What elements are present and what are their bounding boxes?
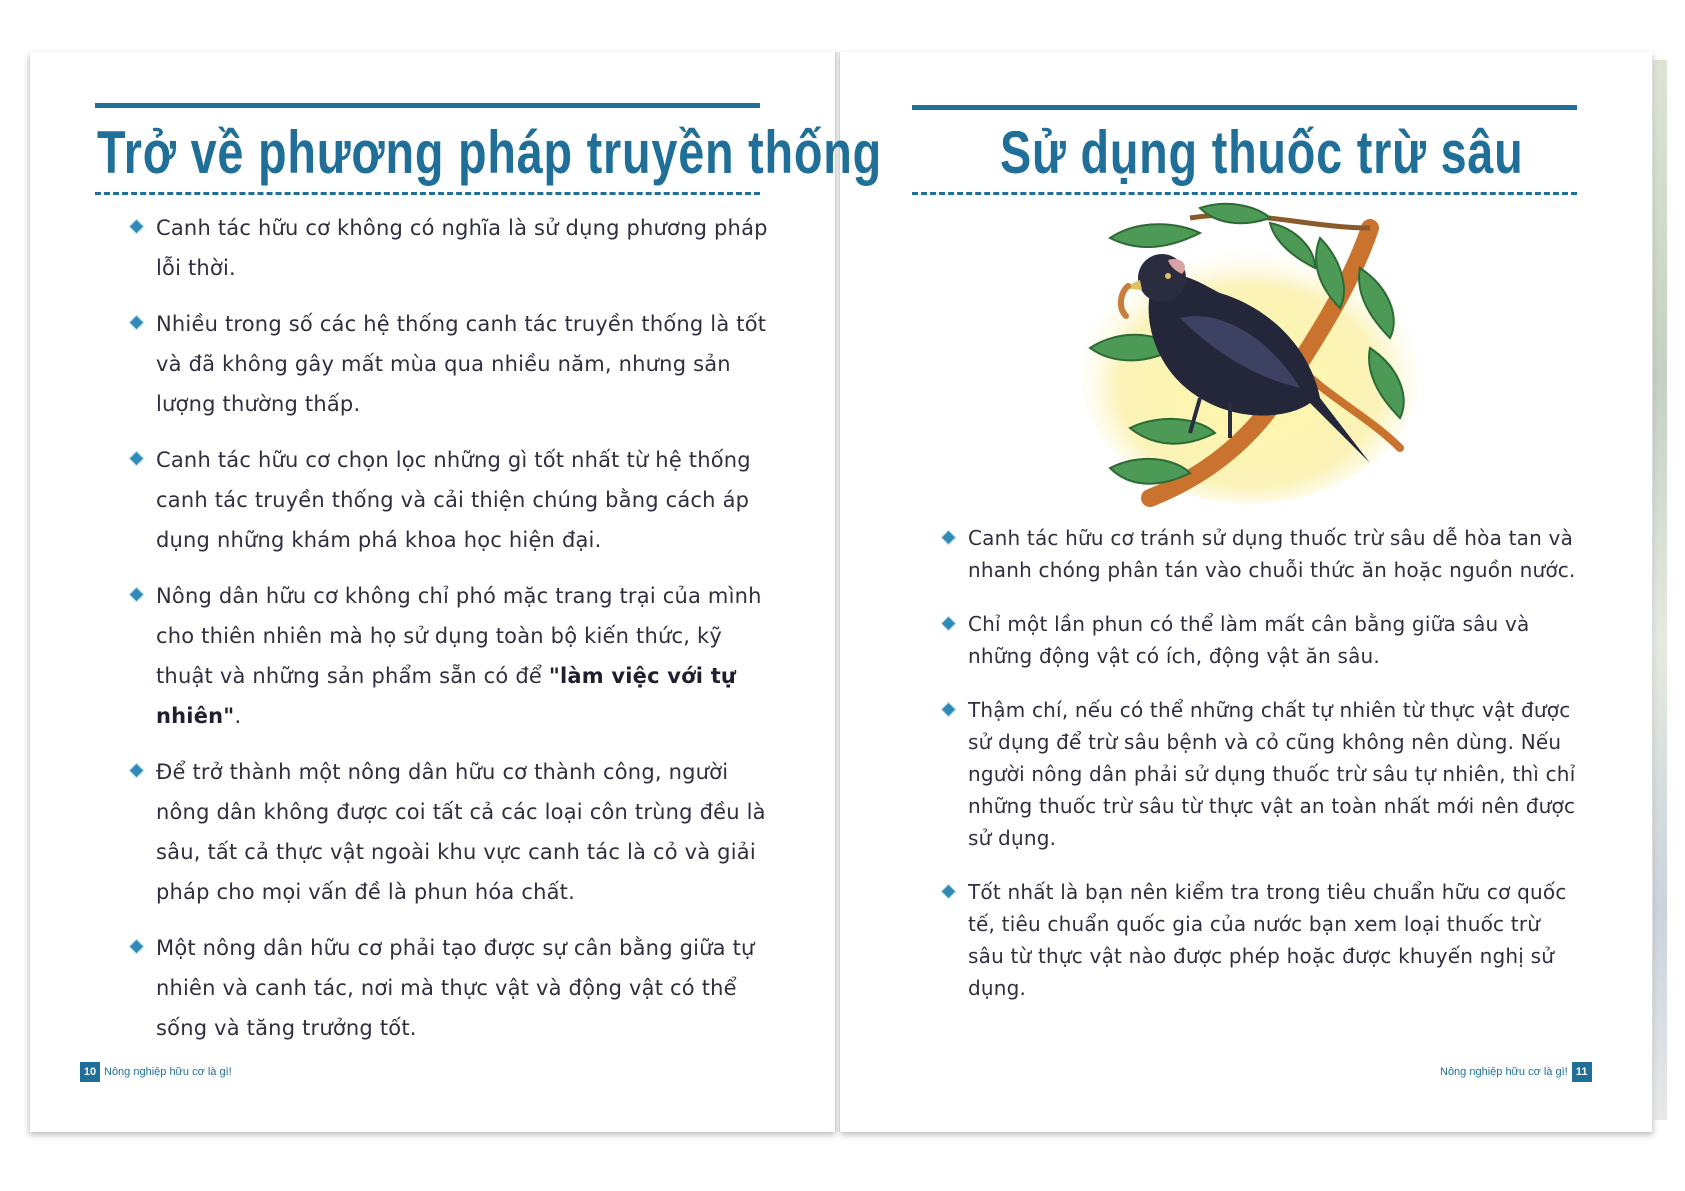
list-item <box>942 608 1578 672</box>
left-title-dashed-rule <box>95 192 760 195</box>
left-bullet-list <box>130 208 768 1064</box>
list-item <box>130 928 768 1048</box>
diamond-bullet-icon <box>130 316 143 329</box>
bullet-text: Canh tác hữu cơ chọn lọc những gì tốt nhất từ hệ thống canh tác truyền thống và cải thiện chúng bằng cách áp dụng những khám phá khoa học hiện đại. <box>156 448 751 552</box>
bullet-text: Canh tác hữu cơ tránh sử dụng thuốc trừ sâu dễ hòa tan và nhanh chóng phân tán vào chuỗi thức ăn hoặc nguồn nước. <box>968 526 1576 582</box>
bullet-text: Một nông dân hữu cơ phải tạo được sự cân bằng giữa tự nhiên và canh tác, nơi mà thực vật và động vật có thể sống và tăng trưởng tốt. <box>156 936 755 1040</box>
right-bullet-list <box>942 522 1578 1026</box>
diamond-bullet-icon <box>942 703 955 716</box>
diamond-bullet-icon <box>130 452 143 465</box>
left-page-footer <box>80 1062 232 1082</box>
bullet-text: Tốt nhất là bạn nên kiểm tra trong tiêu chuẩn hữu cơ quốc tế, tiêu chuẩn quốc gia của nước bạn xem loại thuốc trừ sâu từ thực vật nào được phép hoặc được khuyến nghị sử dụng. <box>968 880 1567 1000</box>
bullet-tail: . <box>234 704 242 728</box>
diamond-bullet-icon <box>942 531 955 544</box>
list-item <box>942 522 1578 586</box>
right-page-title: Sử dụng thuốc trừ sâu <box>1000 119 1524 186</box>
bullet-bold-quote: "làm việc với tự nhiên" <box>156 664 737 728</box>
diamond-bullet-icon <box>130 588 143 601</box>
list-item <box>130 440 768 560</box>
list-item <box>130 208 768 288</box>
right-page-footer <box>1440 1062 1592 1082</box>
page-number: 11 <box>1572 1062 1592 1082</box>
diamond-bullet-icon <box>942 617 955 630</box>
diamond-bullet-icon <box>130 940 143 953</box>
footer-text: Nông nghiệp hữu cơ là gì! <box>1440 1066 1568 1078</box>
bullet-text: Nhiều trong số các hệ thống canh tác truyền thống là tốt và đã không gây mất mùa qua nhiều năm, nhưng sản lượng thường thấp. <box>156 312 767 416</box>
right-title-dashed-rule <box>912 192 1577 195</box>
bullet-text: Để trở thành một nông dân hữu cơ thành công, người nông dân không được coi tất cả các loại côn trùng đều là sâu, tất cả thực vật ngoài khu vực canh tác là cỏ và giải pháp cho mọi vấn đề là phun hóa chất. <box>156 760 766 904</box>
page-number: 10 <box>80 1062 100 1082</box>
footer-text: Nông nghiệp hữu cơ là gì! <box>104 1066 232 1078</box>
bullet-text: Canh tác hữu cơ không có nghĩa là sử dụng phương pháp lỗi thời. <box>156 216 768 280</box>
bullet-text: Nông dân hữu cơ không chỉ phó mặc trang trại của mình cho thiên nhiên mà họ sử dụng toàn bộ kiến thức, kỹ thuật và những sản phẩm sẵn có để <box>156 584 762 688</box>
list-item <box>130 576 768 736</box>
right-title-top-rule <box>912 105 1577 110</box>
page-edge-shadow <box>1653 60 1667 1120</box>
list-item <box>942 876 1578 1004</box>
diamond-bullet-icon <box>130 764 143 777</box>
diamond-bullet-icon <box>130 220 143 233</box>
bullet-text: Chỉ một lần phun có thể làm mất cân bằng giữa sâu và những động vật có ích, động vật ăn sâu. <box>968 612 1530 668</box>
left-page-title: Trở về phương pháp truyền thống <box>97 119 883 186</box>
bullet-text: Thậm chí, nếu có thể những chất tự nhiên từ thực vật được sử dụng để trừ sâu bệnh và cỏ cũng không nên dùng. Nếu người nông dân phải sử dụng thuốc trừ sâu tự nhiên, thì chỉ những thuốc trừ sâu từ thực vật an toàn nhất mới nên được sử dụng. <box>968 698 1576 850</box>
bird-illustration <box>1070 198 1430 508</box>
list-item <box>130 752 768 912</box>
left-title-top-rule <box>95 103 760 108</box>
list-item <box>942 694 1578 854</box>
list-item <box>130 304 768 424</box>
diamond-bullet-icon <box>942 885 955 898</box>
